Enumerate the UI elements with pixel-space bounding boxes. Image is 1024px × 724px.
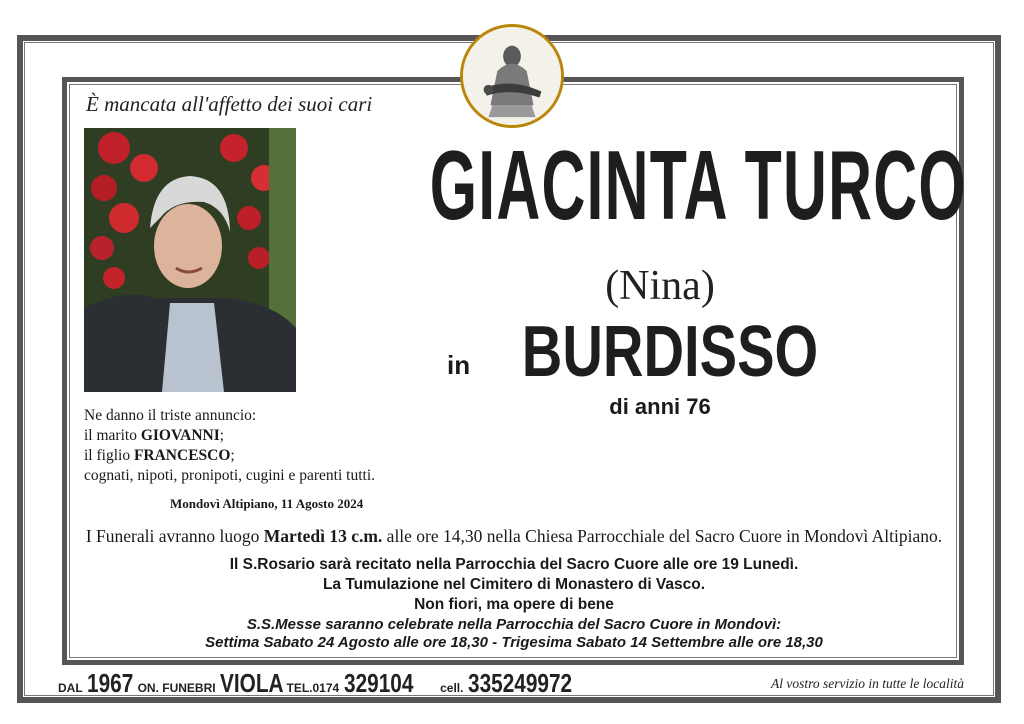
since-label: DAL: [58, 681, 83, 695]
company-name: VIOLA: [220, 668, 284, 698]
announcement-husband: [84, 426, 375, 446]
tel-number: 329104: [343, 668, 414, 698]
married-prefix: in: [447, 350, 471, 380]
masses-line-2: Settima Sabato 24 Agosto alle ore 18,30 - Trigesima Sabato 14 Settembre alle ore 18,30: [205, 634, 823, 651]
flowers-note: Non fiori, ma opere di bene: [414, 596, 614, 613]
husband-name: GIOVANNI: [140, 427, 220, 444]
place-date: Mondovì Altipiano, 11 Agosto 2024: [170, 496, 364, 511]
masses-line-1: S.S.Messe saranno celebrate nella Parrocchia del Sacro Cuore in Mondovì:: [246, 616, 782, 633]
since-year: 1967: [87, 668, 134, 698]
cell-number: 335249972: [467, 668, 573, 698]
married-surname: BURDISSO: [521, 312, 819, 392]
announcement-son: [84, 446, 375, 466]
burial-info: La Tumulazione nel Cimitero di Monastero di Vasco.: [322, 576, 706, 593]
tel-label: TEL.0174: [286, 681, 340, 695]
company-label: ON. FUNEBRI: [137, 681, 216, 695]
deceased-photo: [84, 128, 296, 392]
rosary-info: Il S.Rosario sarà recitato nella Parrocchia del Sacro Cuore alle ore 19 Lunedì.: [229, 556, 799, 573]
announcement-block: [84, 406, 375, 486]
announcement-others: cognati, nipoti, pronipoti, cugini e parenti tutti.: [84, 467, 376, 484]
funeral-info: [70, 526, 958, 547]
deceased-age: di anni 76: [609, 394, 711, 419]
pieta-emblem-icon: [460, 24, 564, 128]
husband-prefix: il marito: [84, 427, 141, 444]
funeral-date: Martedì 13 c.m.: [263, 526, 383, 546]
husband-suffix: ;: [219, 427, 225, 444]
son-name: FRANCESCO: [133, 447, 231, 464]
funeral-part3: alle ore 14,30 nella Chiesa Parrocchiale del Sacro Cuore in Mondovì Altipiano.: [382, 526, 943, 546]
son-prefix: il figlio: [84, 447, 134, 464]
deceased-name: GIACINTA TURCO: [429, 130, 967, 240]
cell-label: cell.: [440, 681, 464, 695]
announcement-lead: Ne danno il triste annuncio:: [84, 407, 257, 424]
funeral-part1: I Funerali avranno luogo: [85, 526, 264, 546]
son-suffix: ;: [230, 447, 235, 464]
footer-slogan: Al vostro servizio in tutte le località: [771, 676, 964, 691]
intro-text: È mancata all'affetto dei suoi cari: [86, 92, 373, 116]
deceased-nickname: (Nina): [605, 263, 715, 309]
